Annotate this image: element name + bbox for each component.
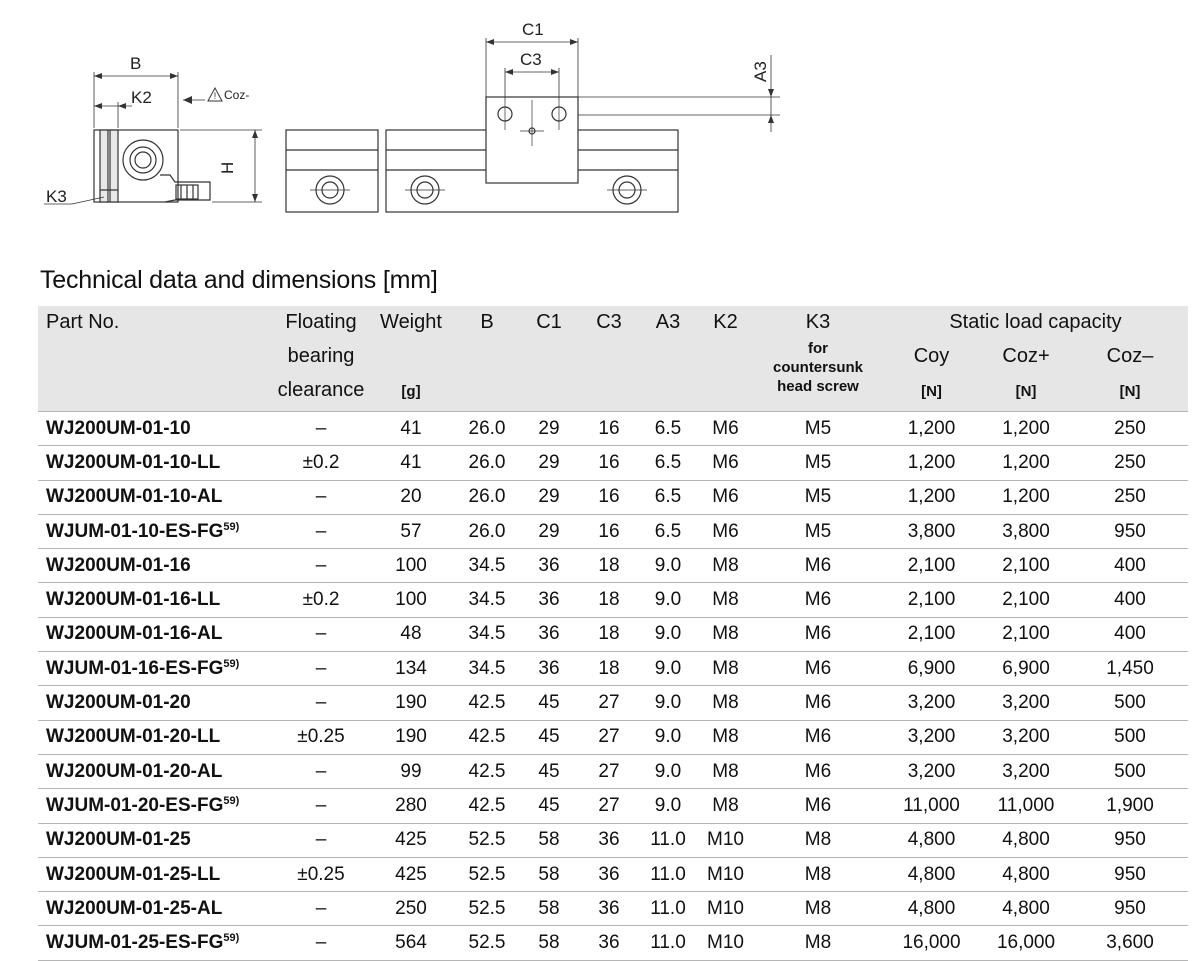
header-static-load: Static load capacity xyxy=(883,306,1188,339)
header-coy-unit: [N] xyxy=(921,383,942,400)
cell-cozm: 950 xyxy=(1072,857,1188,891)
technical-data-table xyxy=(38,306,1188,961)
table-header xyxy=(38,306,1188,412)
cell-k2: M10 xyxy=(698,892,753,926)
part-number-cell: WJ200UM-01-10 xyxy=(38,412,276,446)
cell-weight: 41 xyxy=(366,446,456,480)
cell-c1: 58 xyxy=(518,892,580,926)
cell-k2: M8 xyxy=(698,789,753,823)
table-row xyxy=(38,549,1188,583)
cell-cozp: 4,800 xyxy=(980,823,1072,857)
cell-clear: – xyxy=(276,926,366,960)
part-number-cell: WJ200UM-01-16-AL xyxy=(38,617,276,651)
dim-label-b: B xyxy=(130,54,142,73)
cell-b: 52.5 xyxy=(456,823,518,857)
header-coz-minus-unit: [N] xyxy=(1119,383,1141,400)
cell-coy: 4,800 xyxy=(883,892,980,926)
cell-k2: M6 xyxy=(698,514,753,548)
part-number-cell: WJ200UM-01-25-AL xyxy=(38,892,276,926)
table-row xyxy=(38,823,1188,857)
cell-k3: M5 xyxy=(753,480,883,514)
table-row xyxy=(38,583,1188,617)
cell-b: 34.5 xyxy=(456,549,518,583)
cell-k3: M8 xyxy=(753,892,883,926)
cell-weight: 57 xyxy=(366,514,456,548)
cell-weight: 99 xyxy=(366,754,456,788)
table-row xyxy=(38,686,1188,720)
cell-coy: 2,100 xyxy=(883,549,980,583)
dim-label-a3: A3 xyxy=(751,61,770,82)
cell-k3: M5 xyxy=(753,514,883,548)
header-k2: K2 xyxy=(698,306,753,339)
side-view xyxy=(286,97,678,212)
cell-c3: 18 xyxy=(580,583,638,617)
cell-k3: M6 xyxy=(753,720,883,754)
cell-k2: M8 xyxy=(698,652,753,686)
cell-weight: 425 xyxy=(366,857,456,891)
header-weight-unit: [g] xyxy=(401,383,421,400)
cell-c3: 27 xyxy=(580,720,638,754)
cell-weight: 250 xyxy=(366,892,456,926)
cell-c1: 45 xyxy=(518,686,580,720)
cell-b: 42.5 xyxy=(456,789,518,823)
cell-c1: 58 xyxy=(518,823,580,857)
cell-clear: – xyxy=(276,617,366,651)
cell-k2: M8 xyxy=(698,549,753,583)
cell-coy: 3,200 xyxy=(883,754,980,788)
cell-clear: ±0.2 xyxy=(276,583,366,617)
cell-weight: 564 xyxy=(366,926,456,960)
cell-c1: 29 xyxy=(518,480,580,514)
cell-clear: – xyxy=(276,412,366,446)
cell-c1: 58 xyxy=(518,926,580,960)
cell-c1: 58 xyxy=(518,857,580,891)
cell-coy: 3,200 xyxy=(883,686,980,720)
cell-k3: M6 xyxy=(753,754,883,788)
cell-a3: 9.0 xyxy=(638,617,698,651)
cell-a3: 9.0 xyxy=(638,754,698,788)
cell-clear: – xyxy=(276,789,366,823)
footnote-ref: 59) xyxy=(223,794,240,807)
cell-coy: 11,000 xyxy=(883,789,980,823)
cell-b: 52.5 xyxy=(456,926,518,960)
cell-coy: 4,800 xyxy=(883,857,980,891)
part-number-cell: WJ200UM-01-16 xyxy=(38,549,276,583)
cell-clear: – xyxy=(276,686,366,720)
cell-cozm: 3,600 xyxy=(1072,926,1188,960)
cell-b: 52.5 xyxy=(456,857,518,891)
cell-k3: M6 xyxy=(753,652,883,686)
part-number-cell: WJUM-01-20-ES-FG$^{59)}$ xyxy=(38,789,276,823)
cell-c1: 29 xyxy=(518,446,580,480)
cell-a3: 11.0 xyxy=(638,926,698,960)
cell-cozm: 400 xyxy=(1072,549,1188,583)
cell-c3: 16 xyxy=(580,412,638,446)
header-c1: C1 xyxy=(518,306,580,339)
part-number-cell: WJ200UM-01-25 xyxy=(38,823,276,857)
cell-k3: M5 xyxy=(753,446,883,480)
cell-weight: 20 xyxy=(366,480,456,514)
cell-cozp: 3,200 xyxy=(980,754,1072,788)
cell-a3: 9.0 xyxy=(638,789,698,823)
table-row xyxy=(38,892,1188,926)
cell-a3: 9.0 xyxy=(638,686,698,720)
cell-c3: 27 xyxy=(580,754,638,788)
cell-coy: 1,200 xyxy=(883,480,980,514)
cell-c1: 29 xyxy=(518,412,580,446)
cell-c1: 45 xyxy=(518,754,580,788)
cell-weight: 190 xyxy=(366,686,456,720)
cell-weight: 280 xyxy=(366,789,456,823)
dim-label-k3: K3 xyxy=(46,187,67,206)
cell-c3: 27 xyxy=(580,686,638,720)
cell-cozp: 2,100 xyxy=(980,617,1072,651)
cell-coy: 6,900 xyxy=(883,652,980,686)
part-number-cell: WJ200UM-01-10-LL xyxy=(38,446,276,480)
cell-k2: M8 xyxy=(698,617,753,651)
cell-b: 26.0 xyxy=(456,514,518,548)
dimension-drawing xyxy=(0,0,1200,230)
cell-a3: 9.0 xyxy=(638,720,698,754)
cell-c1: 36 xyxy=(518,583,580,617)
cell-k3: M8 xyxy=(753,823,883,857)
cell-clear: – xyxy=(276,549,366,583)
part-number-cell: WJ200UM-01-10-AL xyxy=(38,480,276,514)
cell-c1: 29 xyxy=(518,514,580,548)
cell-cozp: 2,100 xyxy=(980,583,1072,617)
cell-coy: 1,200 xyxy=(883,446,980,480)
cell-clear: ±0.25 xyxy=(276,857,366,891)
cell-a3: 9.0 xyxy=(638,549,698,583)
dim-label-coz: Coz- xyxy=(224,88,250,102)
cell-c3: 18 xyxy=(580,652,638,686)
cell-k3: M6 xyxy=(753,686,883,720)
cell-k2: M8 xyxy=(698,686,753,720)
cell-c3: 36 xyxy=(580,823,638,857)
cell-cozp: 16,000 xyxy=(980,926,1072,960)
cell-k2: M8 xyxy=(698,720,753,754)
cell-cozp: 3,200 xyxy=(980,686,1072,720)
end-view xyxy=(94,130,210,202)
cell-weight: 100 xyxy=(366,583,456,617)
cell-c3: 36 xyxy=(580,892,638,926)
cell-weight: 41 xyxy=(366,412,456,446)
cell-a3: 9.0 xyxy=(638,583,698,617)
table-row xyxy=(38,446,1188,480)
part-number-cell: WJ200UM-01-20-AL xyxy=(38,754,276,788)
cell-b: 34.5 xyxy=(456,583,518,617)
dim-label-k2: K2 xyxy=(131,88,152,107)
header-floating-3: clearance xyxy=(276,373,366,412)
cell-cozm: 950 xyxy=(1072,514,1188,548)
cell-a3: 6.5 xyxy=(638,412,698,446)
header-coz-minus: Coz– xyxy=(1072,339,1188,373)
cell-a3: 6.5 xyxy=(638,514,698,548)
cell-coy: 1,200 xyxy=(883,412,980,446)
cell-k3: M8 xyxy=(753,857,883,891)
cell-cozp: 1,200 xyxy=(980,446,1072,480)
cell-k3: M6 xyxy=(753,617,883,651)
dim-label-c3: C3 xyxy=(520,50,542,69)
table-row xyxy=(38,480,1188,514)
table-row xyxy=(38,754,1188,788)
cell-cozm: 400 xyxy=(1072,617,1188,651)
part-number-cell: WJ200UM-01-20 xyxy=(38,686,276,720)
cell-k2: M8 xyxy=(698,583,753,617)
cell-cozm: 1,900 xyxy=(1072,789,1188,823)
cell-coy: 3,800 xyxy=(883,514,980,548)
table-row xyxy=(38,652,1188,686)
cell-b: 26.0 xyxy=(456,480,518,514)
cell-c3: 16 xyxy=(580,480,638,514)
cell-a3: 11.0 xyxy=(638,823,698,857)
cell-cozp: 11,000 xyxy=(980,789,1072,823)
table-body xyxy=(38,412,1188,961)
part-number-cell: WJUM-01-16-ES-FG$^{59)}$ xyxy=(38,652,276,686)
cell-c3: 16 xyxy=(580,514,638,548)
cell-cozm: 1,450 xyxy=(1072,652,1188,686)
cell-c1: 36 xyxy=(518,549,580,583)
footnote-ref: 59) xyxy=(223,657,240,670)
cell-cozm: 500 xyxy=(1072,754,1188,788)
cell-a3: 11.0 xyxy=(638,857,698,891)
header-a3: A3 xyxy=(638,306,698,339)
table-row xyxy=(38,720,1188,754)
cell-c1: 45 xyxy=(518,789,580,823)
table-row xyxy=(38,789,1188,823)
cell-weight: 100 xyxy=(366,549,456,583)
cell-k3: M6 xyxy=(753,789,883,823)
part-number-cell: WJUM-01-10-ES-FG$^{59)}$ xyxy=(38,514,276,548)
cell-b: 42.5 xyxy=(456,720,518,754)
cell-c1: 36 xyxy=(518,617,580,651)
cell-clear: – xyxy=(276,892,366,926)
table-row xyxy=(38,926,1188,960)
svg-text:!: ! xyxy=(213,91,217,101)
cell-k3: M8 xyxy=(753,926,883,960)
cell-cozm: 250 xyxy=(1072,446,1188,480)
cell-c1: 36 xyxy=(518,652,580,686)
cell-a3: 6.5 xyxy=(638,446,698,480)
table-row xyxy=(38,412,1188,446)
cell-cozp: 3,800 xyxy=(980,514,1072,548)
cell-cozm: 950 xyxy=(1072,892,1188,926)
header-floating-2: bearing xyxy=(276,339,366,373)
cell-k2: M8 xyxy=(698,754,753,788)
cell-clear: ±0.2 xyxy=(276,446,366,480)
table-row xyxy=(38,514,1188,548)
dim-label-c1: C1 xyxy=(522,20,544,39)
cell-c3: 18 xyxy=(580,549,638,583)
cell-weight: 134 xyxy=(366,652,456,686)
cell-k3: M6 xyxy=(753,549,883,583)
table-row xyxy=(38,857,1188,891)
cell-cozp: 2,100 xyxy=(980,549,1072,583)
cell-cozm: 500 xyxy=(1072,720,1188,754)
cell-k2: M10 xyxy=(698,823,753,857)
cell-coy: 2,100 xyxy=(883,617,980,651)
cell-b: 42.5 xyxy=(456,686,518,720)
header-coz-plus-unit: [N] xyxy=(1015,383,1037,400)
cell-k2: M10 xyxy=(698,926,753,960)
cell-clear: – xyxy=(276,823,366,857)
cell-cozm: 950 xyxy=(1072,823,1188,857)
header-b: B xyxy=(456,306,518,339)
cell-coy: 2,100 xyxy=(883,583,980,617)
technical-drawing xyxy=(0,0,1200,230)
cell-k3: M5 xyxy=(753,412,883,446)
header-coz-plus: Coz+ xyxy=(980,339,1072,373)
section-title: Technical data and dimensions [mm] xyxy=(40,266,438,294)
part-number-cell: WJ200UM-01-25-LL xyxy=(38,857,276,891)
cell-k2: M6 xyxy=(698,446,753,480)
header-floating: Floating xyxy=(276,306,366,339)
cell-coy: 3,200 xyxy=(883,720,980,754)
cell-cozm: 400 xyxy=(1072,583,1188,617)
cell-cozp: 6,900 xyxy=(980,652,1072,686)
footnote-ref: 59) xyxy=(223,520,240,533)
part-number-cell: WJUM-01-25-ES-FG$^{59)}$ xyxy=(38,926,276,960)
part-number-cell: WJ200UM-01-16-LL xyxy=(38,583,276,617)
cell-cozp: 3,200 xyxy=(980,720,1072,754)
cell-a3: 6.5 xyxy=(638,480,698,514)
cell-k2: M6 xyxy=(698,480,753,514)
cell-k3: M6 xyxy=(753,583,883,617)
cell-c3: 36 xyxy=(580,926,638,960)
footnote-ref: 59) xyxy=(223,932,240,945)
cell-clear: – xyxy=(276,514,366,548)
table-row xyxy=(38,617,1188,651)
cell-b: 34.5 xyxy=(456,617,518,651)
cell-k2: M10 xyxy=(698,857,753,891)
cell-clear: – xyxy=(276,754,366,788)
header-part-no: Part No. xyxy=(38,306,276,339)
cell-c3: 16 xyxy=(580,446,638,480)
cell-cozp: 4,800 xyxy=(980,892,1072,926)
header-c3: C3 xyxy=(580,306,638,339)
cell-b: 34.5 xyxy=(456,652,518,686)
header-coy: Coy xyxy=(883,339,980,373)
cell-cozm: 250 xyxy=(1072,480,1188,514)
dim-label-h: H xyxy=(218,161,237,174)
header-k3-note: for countersunk head screw xyxy=(753,339,883,412)
header-k3: K3 xyxy=(753,306,883,339)
cell-coy: 4,800 xyxy=(883,823,980,857)
cell-cozp: 1,200 xyxy=(980,412,1072,446)
cell-c3: 27 xyxy=(580,789,638,823)
cell-k2: M6 xyxy=(698,412,753,446)
part-number-cell: WJ200UM-01-20-LL xyxy=(38,720,276,754)
cell-a3: 9.0 xyxy=(638,652,698,686)
cell-clear: – xyxy=(276,652,366,686)
cell-clear: – xyxy=(276,480,366,514)
cell-cozm: 500 xyxy=(1072,686,1188,720)
cell-clear: ±0.25 xyxy=(276,720,366,754)
cell-b: 26.0 xyxy=(456,446,518,480)
cell-cozp: 1,200 xyxy=(980,480,1072,514)
cell-weight: 48 xyxy=(366,617,456,651)
cell-a3: 11.0 xyxy=(638,892,698,926)
cell-weight: 190 xyxy=(366,720,456,754)
cell-coy: 16,000 xyxy=(883,926,980,960)
cell-weight: 425 xyxy=(366,823,456,857)
cell-b: 26.0 xyxy=(456,412,518,446)
cell-b: 42.5 xyxy=(456,754,518,788)
cell-c3: 18 xyxy=(580,617,638,651)
cell-c1: 45 xyxy=(518,720,580,754)
cell-c3: 36 xyxy=(580,857,638,891)
cell-cozp: 4,800 xyxy=(980,857,1072,891)
cell-cozm: 250 xyxy=(1072,412,1188,446)
cell-b: 52.5 xyxy=(456,892,518,926)
header-weight: Weight xyxy=(366,306,456,339)
